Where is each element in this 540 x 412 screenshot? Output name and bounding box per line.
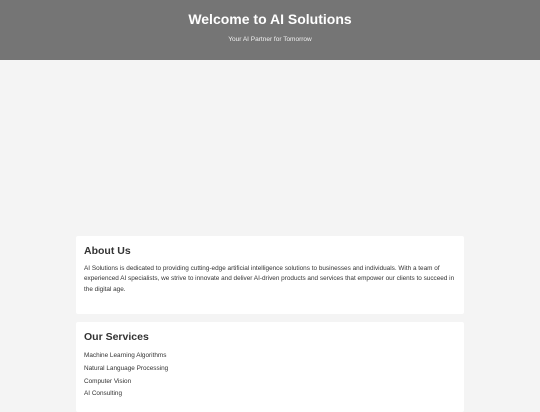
about-text: AI Solutions is dedicated to providing cutting-edge artificial intelligence solutions to businesses and individuals. With a team of experienced AI specialists, we strive to innovate and deliver AI-driven products and services that empower our clients to succeed in the digital age. <box>84 265 455 293</box>
service-item: Machine Learning Algorithms <box>84 352 167 359</box>
page-subtitle: Your AI Partner for Tomorrow <box>228 36 312 43</box>
service-item: Natural Language Processing <box>84 364 169 372</box>
service-item: AI Consulting <box>84 390 123 398</box>
empty-content-area <box>0 60 540 236</box>
page-header <box>0 0 540 60</box>
about-section <box>76 236 464 314</box>
services-list <box>84 350 456 401</box>
services-heading: Our Services <box>84 331 149 343</box>
services-section <box>76 322 464 412</box>
about-heading: About Us <box>84 245 131 257</box>
page-title: Welcome to AI Solutions <box>188 11 352 27</box>
service-item: Computer Vision <box>84 377 132 385</box>
